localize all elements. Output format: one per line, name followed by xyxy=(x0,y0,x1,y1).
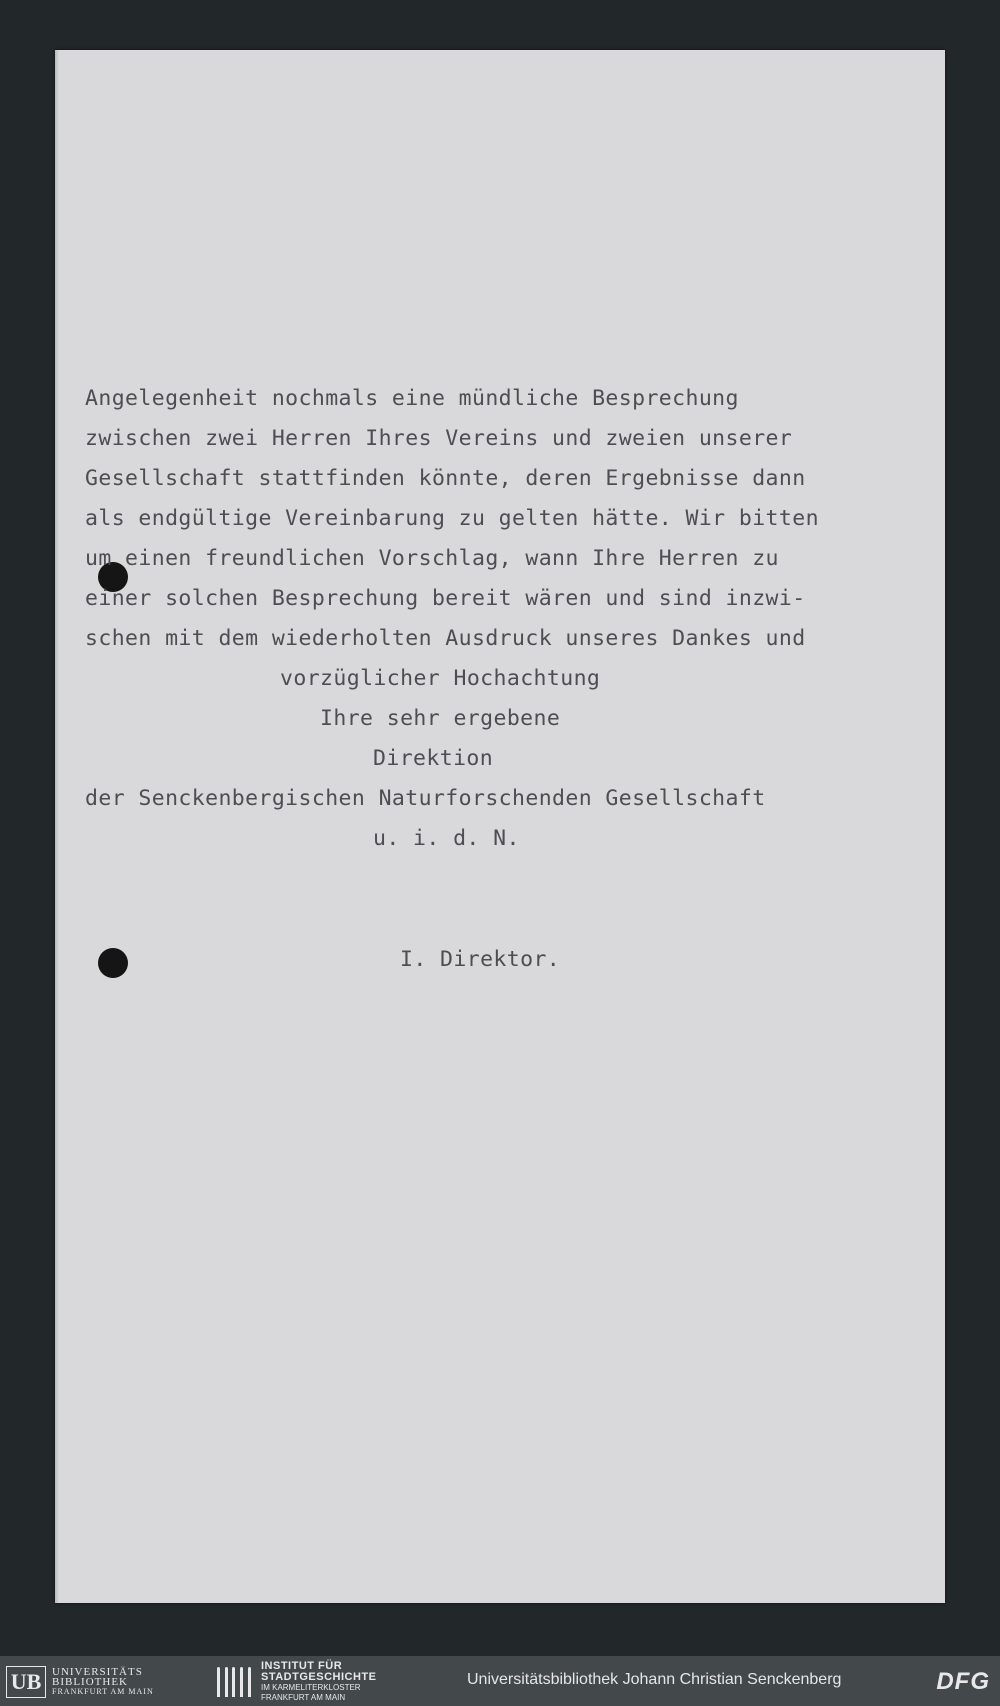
ub-logo-text xyxy=(52,1667,154,1697)
isg-logo-line-3: IM KARMELITERKLOSTER xyxy=(261,1683,361,1692)
closing-line-1: vorzüglicher Hochachtung xyxy=(280,666,601,691)
document-page xyxy=(55,50,945,1603)
ub-library-logo[interactable] xyxy=(6,1666,154,1698)
signature-line: I. Direktor. xyxy=(400,947,561,972)
body-line-1: Angelegenheit nochmals eine mündliche Besprechung xyxy=(85,386,739,411)
isg-logo[interactable] xyxy=(215,1660,377,1702)
body-line-4: als endgültige Vereinbarung zu gelten hätte. Wir bitten xyxy=(85,506,819,531)
body-line-3: Gesellschaft stattfinden könnte, deren Ergebnisse dann xyxy=(85,466,806,491)
isg-logo-line-1: INSTITUT FÜR xyxy=(261,1660,343,1672)
ub-logo-mark: UB xyxy=(6,1666,46,1698)
body-line-2: zwischen zwei Herren Ihres Vereins und zweien unserer xyxy=(85,426,793,451)
isg-logo-text xyxy=(261,1661,376,1703)
library-name: Universitätsbibliothek Johann Christian Senckenberg xyxy=(467,1671,842,1688)
page-edge xyxy=(55,50,59,1603)
closing-line-2: Ihre sehr ergebene xyxy=(320,706,561,731)
punch-hole-lower xyxy=(98,948,128,978)
closing-line-5: u. i. d. N. xyxy=(373,826,520,851)
footer-bar xyxy=(0,1656,1000,1706)
isg-columns-icon xyxy=(215,1667,253,1697)
dfg-logo[interactable]: DFG xyxy=(936,1668,990,1695)
body-line-7: schen mit dem wiederholten Ausdruck unseres Dankes und xyxy=(85,626,806,651)
ub-logo-line-1: UNIVERSITÄTS xyxy=(52,1666,143,1678)
isg-logo-line-4: FRANKFURT AM MAIN xyxy=(261,1693,346,1702)
body-line-5: um einen freundlichen Vorschlag, wann Ihre Herren zu xyxy=(85,546,779,571)
body-line-6: einer solchen Besprechung bereit wären und sind inzwi- xyxy=(85,586,806,611)
ub-logo-line-2: BIBLIOTHEK xyxy=(52,1676,128,1688)
closing-line-4: der Senckenbergischen Naturforschenden Gesellschaft xyxy=(85,786,766,811)
isg-logo-line-2: STADTGESCHICHTE xyxy=(261,1671,377,1683)
ub-logo-line-3: FRANKFURT AM MAIN xyxy=(52,1687,154,1696)
closing-line-3: Direktion xyxy=(373,746,494,771)
